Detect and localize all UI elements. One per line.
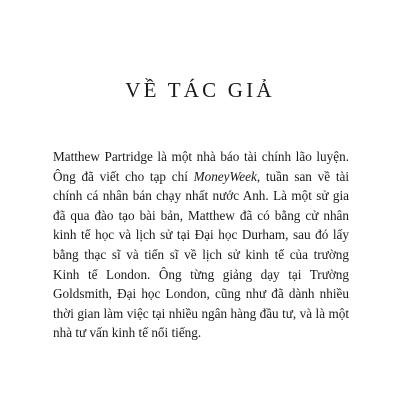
magazine-name: MoneyWeek [193, 168, 257, 184]
author-bio-paragraph [53, 147, 349, 343]
bio-text-end: , tuần san về tài chính cá nhân bán chạy nhất nước Anh. Là một sử gia đã qua đào tạo bài bản, Matthew đã có bằng cử nhân kinh tế học và lịch sử tại Đại học Durham, sau đó lấy bằng thạc sĩ và tiến sĩ về lịch sử kinh tế của trường Kinh tế London. Ông từng giảng dạy tại Trường Goldsmith, Đại học London, cũng như đã dành nhiều thời gian làm việc tại nhiều ngân hàng đầu tư, và là một nhà tư vấn kinh tế nổi tiếng. [53, 168, 349, 341]
bio-text-start: Matthew Partridge là một nhà báo tài chính lão luyện. Ông đã viết cho tạp chí [53, 149, 349, 184]
page-title: VỀ TÁC GIẢ [125, 78, 275, 102]
